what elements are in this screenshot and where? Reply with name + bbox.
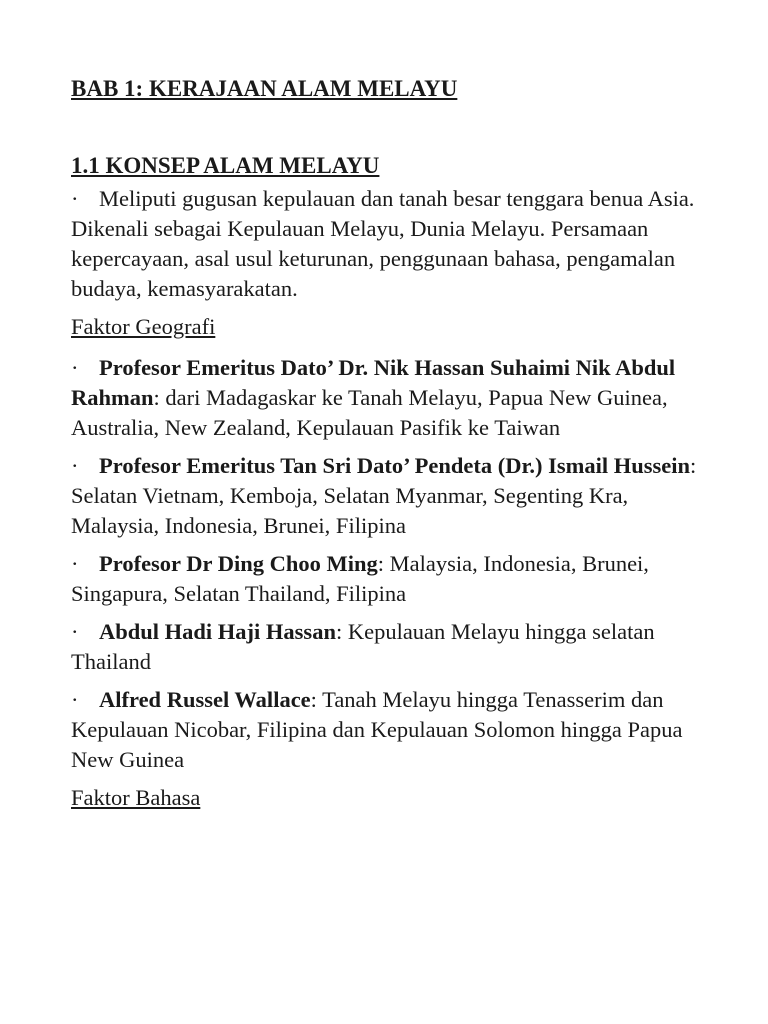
list-item — [71, 353, 701, 443]
list-item — [71, 617, 701, 677]
scholar-name: Profesor Dr Ding Choo Ming — [99, 551, 378, 576]
scholar-description: : Malaysia, Indonesia, Brunei, Singapura, Selatan Thailand, Filipina — [71, 551, 649, 606]
bullet-icon: · — [71, 453, 79, 478]
intro-paragraph — [71, 184, 701, 304]
scholar-name: Profesor Emeritus Dato’ Dr. Nik Hassan Suhaimi Nik Abdul Rahman — [71, 355, 676, 410]
bullet-icon: · — [71, 186, 79, 211]
factor-geography-heading: Faktor Geografi — [71, 314, 216, 339]
list-item — [71, 685, 701, 775]
scholar-description: : Selatan Vietnam, Kemboja, Selatan Myanmar, Segenting Kra, Malaysia, Indonesia, Brunei, Filipina — [71, 453, 697, 538]
list-item — [71, 451, 701, 541]
scholar-name: Profesor Emeritus Tan Sri Dato’ Pendeta (Dr.) Ismail Hussein — [99, 453, 691, 478]
document-page — [71, 74, 701, 813]
bullet-icon: · — [71, 355, 79, 380]
scholar-name: Alfred Russel Wallace — [99, 687, 311, 712]
factor-language-heading: Faktor Bahasa — [71, 785, 201, 810]
bullet-icon: · — [71, 551, 79, 576]
scholar-description: : Tanah Melayu hingga Tenasserim dan Kepulauan Nicobar, Filipina dan Kepulauan Solomon hingga Papua New Guinea — [71, 687, 683, 772]
scholar-description: : Kepulauan Melayu hingga selatan Thailand — [71, 619, 655, 674]
bullet-icon: · — [71, 687, 79, 712]
chapter-title: BAB 1: KERAJAAN ALAM MELAYU — [71, 76, 458, 101]
section-title: 1.1 KONSEP ALAM MELAYU — [71, 153, 380, 178]
bullet-icon: · — [71, 619, 79, 644]
scholar-name: Abdul Hadi Haji Hassan — [99, 619, 336, 644]
intro-text: Meliputi gugusan kepulauan dan tanah besar tenggara benua Asia. Dikenali sebagai Kepulauan Melayu, Dunia Melayu. Persamaan kepercayaan, asal usul keturunan, penggunaan bahasa, pengamalan budaya, kemasyarakatan. — [71, 186, 695, 301]
list-item — [71, 549, 701, 609]
scholar-description: : dari Madagaskar ke Tanah Melayu, Papua New Guinea, Australia, New Zealand, Kepulauan Pasifik ke Taiwan — [71, 385, 668, 440]
